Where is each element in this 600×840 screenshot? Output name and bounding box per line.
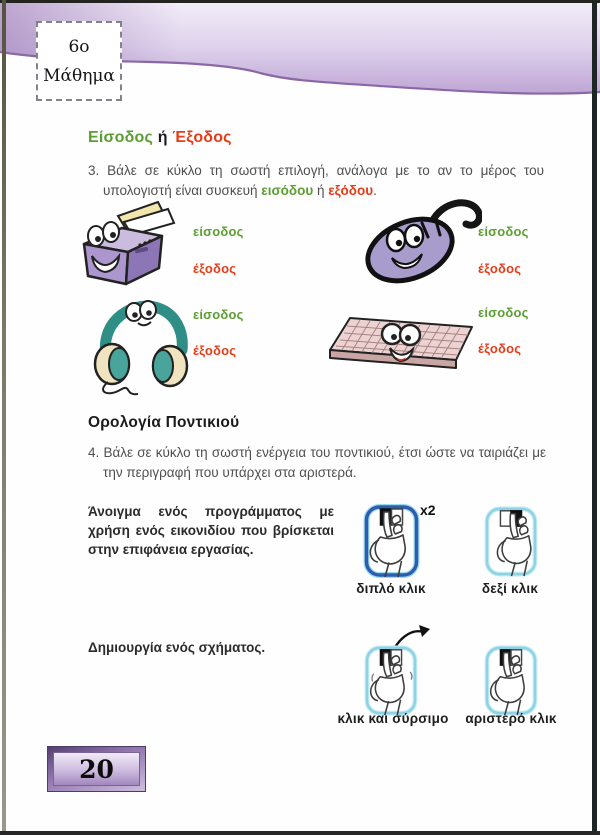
right-click-icon[interactable] xyxy=(484,506,538,577)
title-output-word: Έξοδος xyxy=(172,129,232,146)
page-number: 20 xyxy=(53,752,140,786)
keyboard-option-output[interactable]: έξοδος xyxy=(478,341,522,356)
headphones-option-output[interactable]: έξοδος xyxy=(193,343,237,358)
headphones-option-input[interactable]: είσοδος xyxy=(193,307,244,322)
exercise-3-or-word: ή xyxy=(316,182,325,198)
exercise-3-period: . xyxy=(373,182,377,198)
double-click-x2-badge: x2 xyxy=(420,502,436,518)
printer-illustration xyxy=(66,196,188,296)
exercise-4-number: 4. xyxy=(88,445,100,460)
exercise-4-text: Βάλε σε κύκλο τη σωστή ενέργεια του ποντικιού, έτσι ώστε να ταιριάζει με την περιγραφή που υπάρχει στα αριστερά. xyxy=(103,445,546,480)
scan-edge-left xyxy=(2,0,6,834)
mouse-option-output[interactable]: έξοδος xyxy=(478,261,522,276)
left-click-label[interactable]: αριστερό κλικ xyxy=(465,711,557,726)
lesson-word: Μάθημα xyxy=(43,65,115,86)
click-and-drag-label[interactable]: κλικ και σύρσιμο xyxy=(337,711,449,726)
page-number-plaque xyxy=(47,746,146,792)
lesson-number-badge xyxy=(36,21,122,101)
printer-option-input[interactable]: είσοδος xyxy=(193,224,244,239)
keyboard-option-input[interactable]: είσοδος xyxy=(478,305,529,320)
lesson-number: 6ο xyxy=(68,36,90,57)
mouse-illustration xyxy=(352,196,482,288)
exercise-3-output-word: εξόδου xyxy=(328,182,374,198)
section-title-input-output xyxy=(88,129,232,147)
headphones-illustration xyxy=(78,284,206,398)
mouse-option-input[interactable]: είσοδος xyxy=(478,224,529,239)
click-and-drag-icon[interactable] xyxy=(364,645,418,716)
right-click-label[interactable]: δεξί κλικ xyxy=(481,581,539,596)
exercise-3-text: Βάλε σε κύκλο τη σωστή επιλογή, ανάλογα με το αν το μέρος του υπολογιστή είναι συσκευή xyxy=(103,163,544,198)
printer-option-output[interactable]: έξοδος xyxy=(193,261,237,276)
row2-description: Δημιουργία ενός σχήματος. xyxy=(88,640,266,655)
exercise-3-instructions xyxy=(88,161,544,200)
scan-edge-bottom xyxy=(0,831,600,835)
double-click-icon[interactable] xyxy=(363,504,420,578)
keyboard-illustration xyxy=(320,300,478,376)
section-heading-mouse-terminology: Ορολογία Ποντικιού xyxy=(88,414,240,431)
exercise-4-instructions xyxy=(88,443,546,482)
exercise-3-input-word: εισόδου xyxy=(261,182,314,198)
left-click-icon[interactable] xyxy=(484,645,538,716)
title-input-word: Είσοδος xyxy=(88,129,154,146)
scan-edge-right xyxy=(592,0,597,834)
row1-description: Άνοιγμα ενός προγράμματος με χρήση ενός εικονιδίου που βρίσκεται στην επιφάνεια εργασίας. xyxy=(88,504,334,557)
exercise-3-number: 3. xyxy=(88,163,100,178)
double-click-label[interactable]: διπλό κλικ xyxy=(356,581,426,596)
title-or-word: ή xyxy=(157,129,168,146)
scan-edge-top xyxy=(0,0,600,3)
